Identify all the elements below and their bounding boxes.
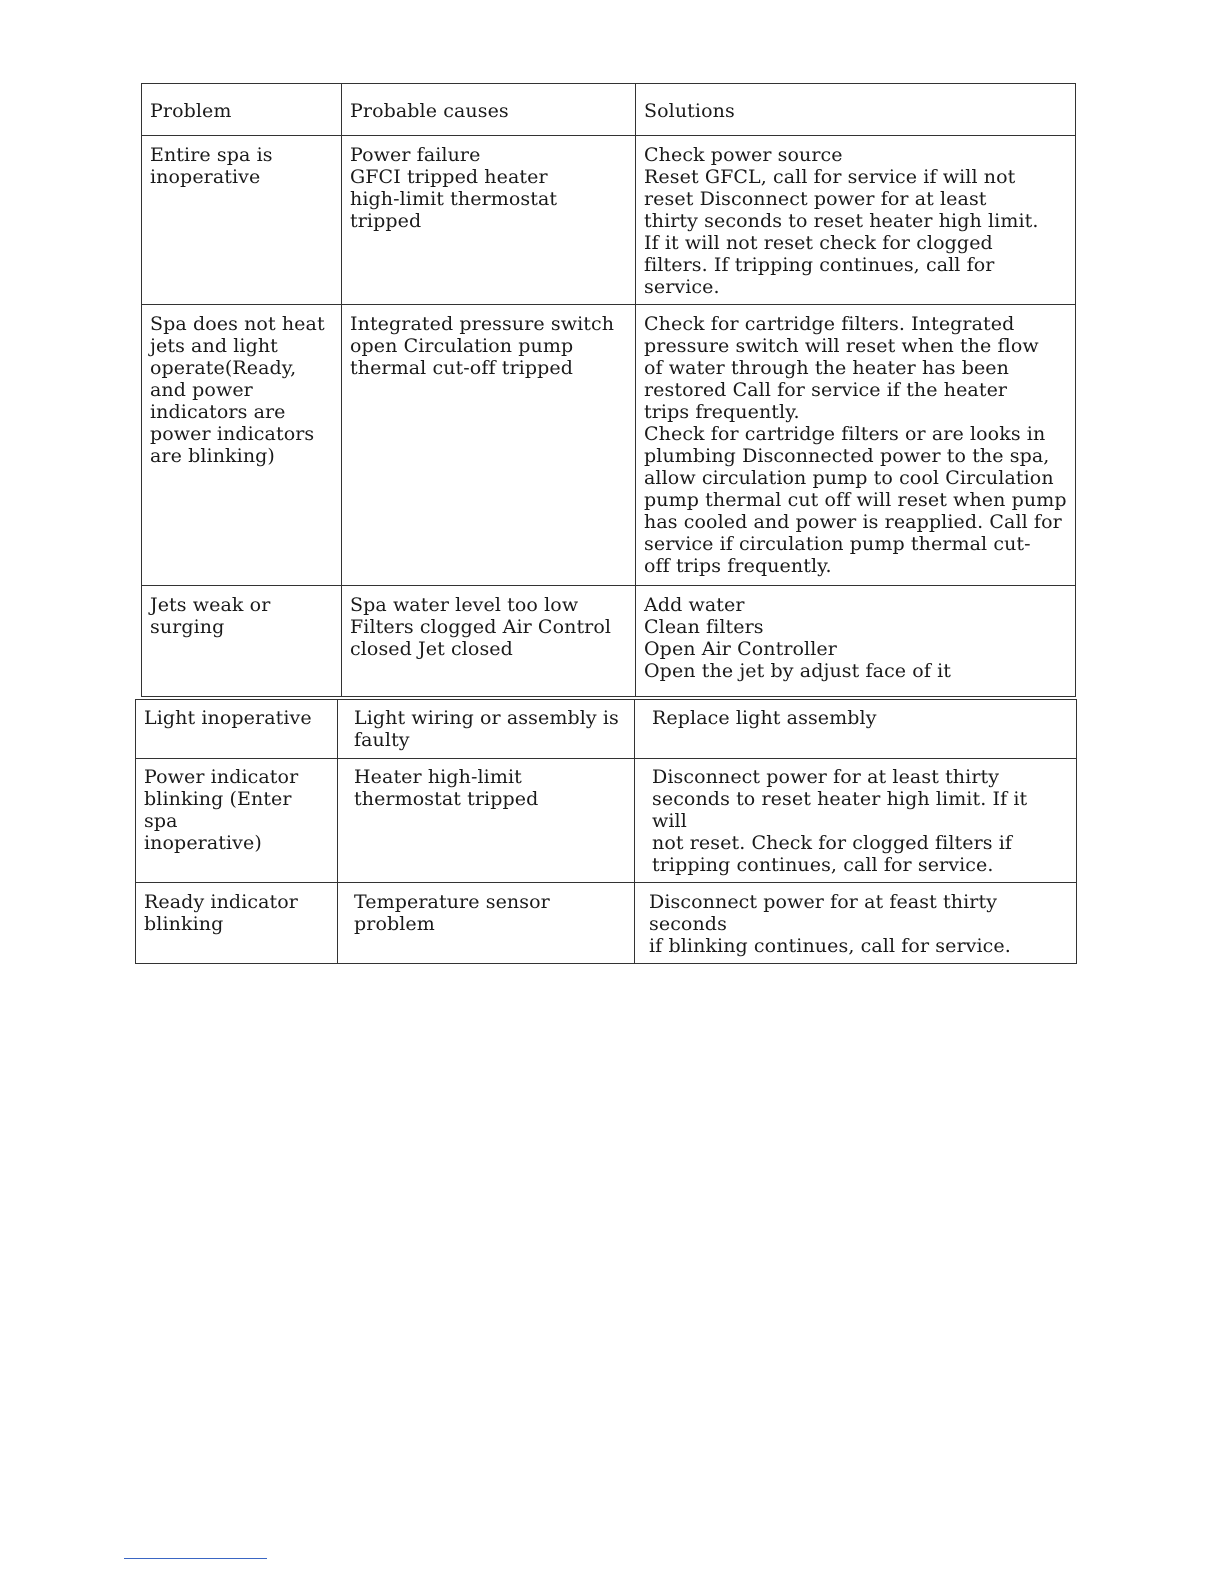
table-row — [142, 305, 1076, 586]
problem-cell: Jets weak or surging — [142, 586, 342, 697]
causes-cell: Heater high-limit thermostat tripped — [338, 759, 635, 883]
table-row — [136, 700, 1077, 759]
table-row — [136, 759, 1077, 883]
problem-cell: Entire spa is inoperative — [142, 136, 342, 305]
causes-cell: Temperature sensor problem — [338, 883, 635, 964]
header-problem: Problem — [142, 84, 342, 136]
problem-cell: Power indicator blinking (Enter spa inoperative) — [136, 759, 338, 883]
troubleshooting-table-top — [141, 83, 1076, 697]
header-solutions: Solutions — [636, 84, 1076, 136]
solutions-cell: Check for cartridge filters. Integrated pressure switch will reset when the flow of water through the heater has been restored Call for service if the heater trips frequently. Check for cartridge filters or are looks in plumbing Disconnected power to the spa, allow circulation pump to cool Circulation pump thermal cut off will reset when pump has cooled and power is reapplied. Call for service if circulation pump thermal cut- off trips frequently. — [636, 305, 1076, 586]
table-row — [142, 136, 1076, 305]
problem-cell: Spa does not heat jets and light operate(Ready, and power indicators are power indicators are blinking) — [142, 305, 342, 586]
header-probable-causes: Probable causes — [342, 84, 636, 136]
causes-cell: Spa water level too low Filters clogged Air Control closed Jet closed — [342, 586, 636, 697]
problem-cell: Light inoperative — [136, 700, 338, 759]
footnote-separator — [124, 1558, 267, 1559]
troubleshooting-table-bottom — [135, 699, 1077, 964]
solutions-cell: Check power source Reset GFCL, call for service if will not reset Disconnect power for at least thirty seconds to reset heater high limit. If it will not reset check for clogged filters. If tripping continues, call for service. — [636, 136, 1076, 305]
causes-cell: Integrated pressure switch open Circulation pump thermal cut-off tripped — [342, 305, 636, 586]
solutions-cell: Disconnect power for at feast thirty seconds if blinking continues, call for service. — [635, 883, 1077, 964]
solutions-cell: Replace light assembly — [635, 700, 1077, 759]
table-header-row — [142, 84, 1076, 136]
solutions-cell: Add water Clean filters Open Air Controller Open the jet by adjust face of it — [636, 586, 1076, 697]
problem-cell: Ready indicator blinking — [136, 883, 338, 964]
causes-cell: Power failure GFCI tripped heater high-limit thermostat tripped — [342, 136, 636, 305]
solutions-cell: Disconnect power for at least thirty seconds to reset heater high limit. If it will not reset. Check for clogged filters if tripping continues, call for service. — [635, 759, 1077, 883]
causes-cell: Light wiring or assembly is faulty — [338, 700, 635, 759]
table-row — [142, 586, 1076, 697]
table-row — [136, 883, 1077, 964]
